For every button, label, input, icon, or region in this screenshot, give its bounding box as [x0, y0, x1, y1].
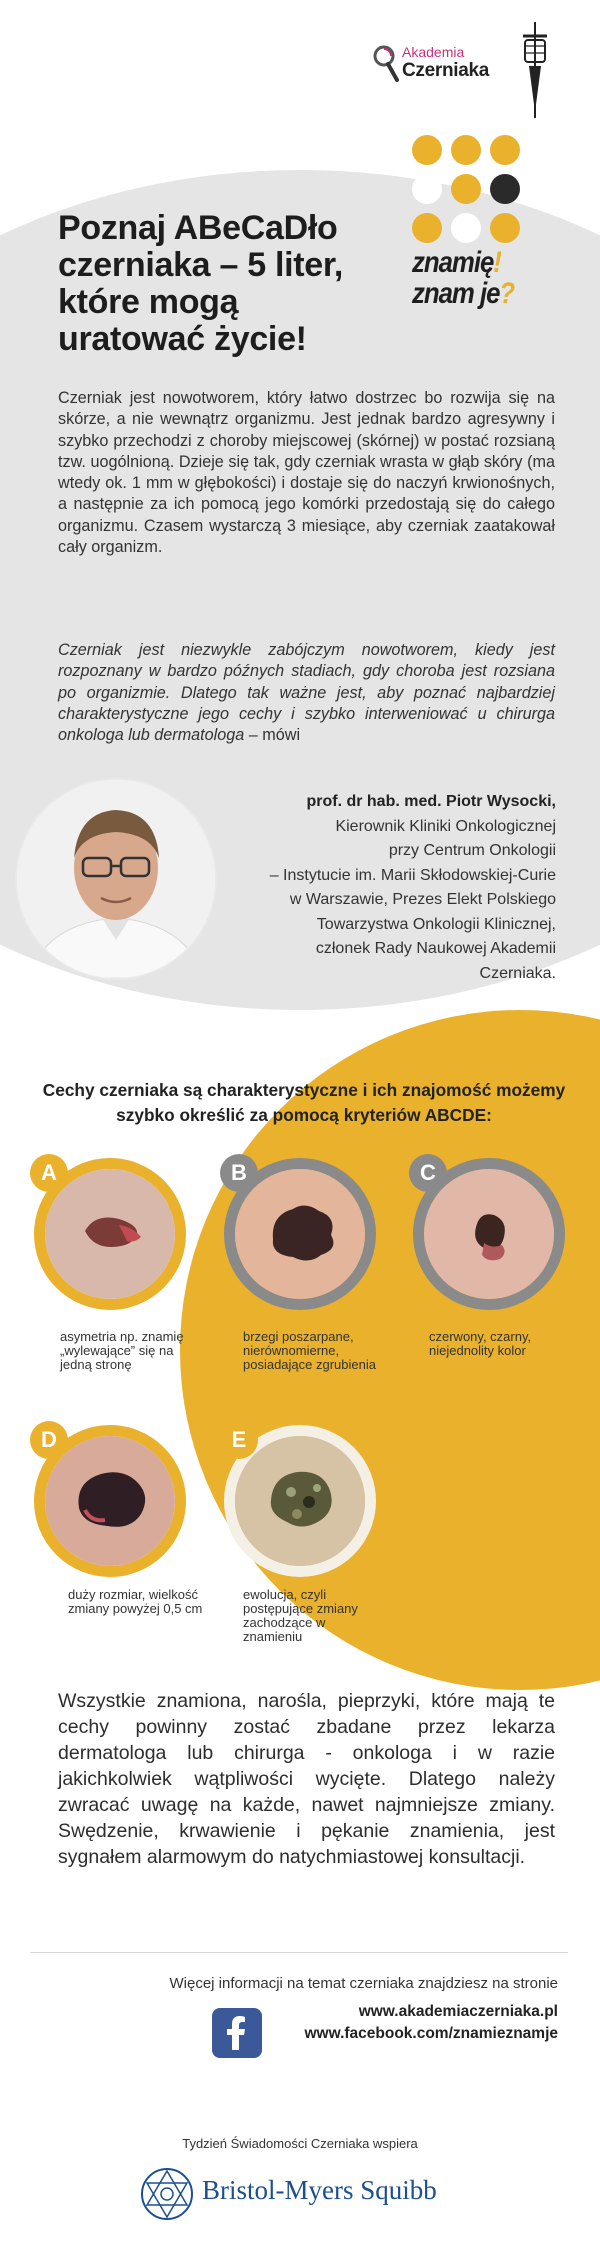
- logo-text-czerniaka: Czerniaka: [402, 60, 490, 81]
- page-title: Poznaj ABeCaDło czerniaka – 5 liter, które mogą uratować życie!: [58, 209, 344, 358]
- dot: [451, 213, 481, 243]
- campaign-slogan: [412, 247, 524, 309]
- mole-b-photo: [235, 1169, 365, 1299]
- sponsor-name: Bristol-Myers Squibb: [202, 2175, 437, 2205]
- criterion-d-caption: duży rozmiar, wielkość zmiany powyżej 0,5 cm: [68, 1587, 203, 1616]
- criterion-letter-badge: D: [30, 1421, 68, 1459]
- criterion-e-caption: ewolucja, czyli postępujące zmiany zachodzące w znamieniu: [243, 1587, 358, 1644]
- criterion-letter-badge: C: [409, 1154, 447, 1192]
- mole-d-photo: [45, 1436, 175, 1566]
- dot: [490, 135, 520, 165]
- dot: [451, 174, 481, 204]
- closing-paragraph: Wszystkie znamiona, narośla, pieprzyki, które mają te cechy powinny zostać zbadane przez lekarza dermatologa lub chirurga - onkologa i w razie jakichkolwiek wątpliwości wycięte. Dlatego należy zwracać uwagę na każde, nawet najmniejsze zmiany. Swędzenie, krwawienie i pękanie znamienia, jest sygnałem alarmowym do natychmiastowej konsultacji.: [58, 1690, 555, 1868]
- campaign-dots-logo: [412, 135, 532, 247]
- dot: [412, 174, 442, 204]
- dot: [412, 135, 442, 165]
- criterion-d-image: [34, 1425, 186, 1577]
- author-credentials: [176, 790, 556, 986]
- dot: [490, 174, 520, 204]
- criterion-b-caption: brzegi poszarpane, nierównomierne, posiadające zgrubienia: [243, 1329, 376, 1372]
- author-line: Czerniaka.: [479, 964, 556, 982]
- quote-suffix: – mówi: [244, 726, 301, 745]
- criterion-letter-badge: B: [220, 1154, 258, 1192]
- quote-paragraph: [58, 640, 555, 746]
- author-name: prof. dr hab. med. Piotr Wysocki,: [306, 793, 556, 810]
- slogan-line2: znam je: [412, 277, 500, 310]
- criterion-b-image: [224, 1158, 376, 1310]
- sponsor-logo: [140, 2165, 470, 2227]
- criterion-letter-badge: E: [220, 1421, 258, 1459]
- author-line: członek Rady Naukowej Akademii: [315, 940, 556, 957]
- slogan-mark2: ?: [499, 277, 515, 310]
- quote-text: Czerniak jest niezwykle zabójczym nowotworem, kiedy jest rozpoznany w bardzo późnych stadiach, gdy choroba jest rozsiana po organizmie. Dlatego tak ważne jest, aby poznać najbardziej charakterystyczne jego cechy i szybko interweniować u chirurga onkologa lub dermatologa: [58, 641, 555, 745]
- dot: [451, 135, 481, 165]
- criterion-c-image: [413, 1158, 565, 1310]
- criterion-a-caption: asymetria np. znamię „wylewające” się na jedną stronę: [60, 1329, 184, 1372]
- author-line: Kierownik Kliniki Onkologicznej: [335, 817, 556, 835]
- author-line: – Instytucie im. Marii Skłodowskiej-Curie: [269, 866, 556, 884]
- mole-c-photo: [424, 1169, 554, 1299]
- logo-text-akademia: Akademia: [402, 44, 465, 60]
- divider: [30, 1952, 568, 1953]
- criteria-heading: Cechy czerniaka są charakterystyczne i ich znajomość możemy szybko określić za pomocą kryteriów ABCDE:: [42, 1080, 566, 1125]
- author-line: w Warszawie, Prezes Elekt Polskiego: [289, 891, 556, 908]
- akademia-czerniaka-logo[interactable]: [372, 42, 502, 88]
- website-link[interactable]: www.akademiaczerniaka.pl: [358, 2003, 558, 2020]
- author-line: przy Centrum Onkologii: [388, 842, 556, 859]
- criterion-a-image: [34, 1158, 186, 1310]
- intro-paragraph: Czerniak jest nowotworem, który łatwo dostrzec bo rozwija się na skórze, a nie wewnątrz organizmu. Jest jednak bardzo agresywny i szybko przechodzi z choroby miejscowej (skórnej) w postać rozsianą tzw. uogólnioną. Dzieje się tak, gdy czerniak wrasta w głąb skóry (ma wtedy ok. 1 mm w głębokości) i dostaje się do naczyń krwionośnych, a następnie za ich pomocą jego komórki przedostają się do całego organizmu. Czasem wystarczą 3 miesiące, aby czerniak zaatakował cały organizm.: [58, 389, 555, 557]
- criterion-c-caption: czerwony, czarny, niejednolity kolor: [429, 1329, 532, 1358]
- society-emblem-icon: [520, 22, 550, 122]
- author-line: Towarzystwa Onkologii Klinicznej,: [316, 915, 556, 933]
- magnifier-icon: [372, 44, 400, 84]
- slogan-mark1: !: [493, 246, 501, 279]
- slogan-line1: znamię: [412, 246, 494, 279]
- criterion-e-image: [224, 1425, 376, 1577]
- facebook-link[interactable]: www.facebook.com/znamieznamje: [304, 2025, 558, 2042]
- mole-e-photo: [235, 1436, 365, 1566]
- more-info-text: Więcej informacji na temat czerniaka znajdziesz na stronie: [169, 1975, 558, 1992]
- criterion-letter-badge: A: [30, 1154, 68, 1192]
- facebook-icon[interactable]: [212, 2008, 262, 2058]
- dot: [490, 213, 520, 243]
- bms-emblem-icon: [140, 2167, 194, 2221]
- sponsor-label: Tydzień Świadomości Czerniaka wspiera: [182, 2136, 418, 2151]
- dot: [412, 213, 442, 243]
- mole-a-photo: [45, 1169, 175, 1299]
